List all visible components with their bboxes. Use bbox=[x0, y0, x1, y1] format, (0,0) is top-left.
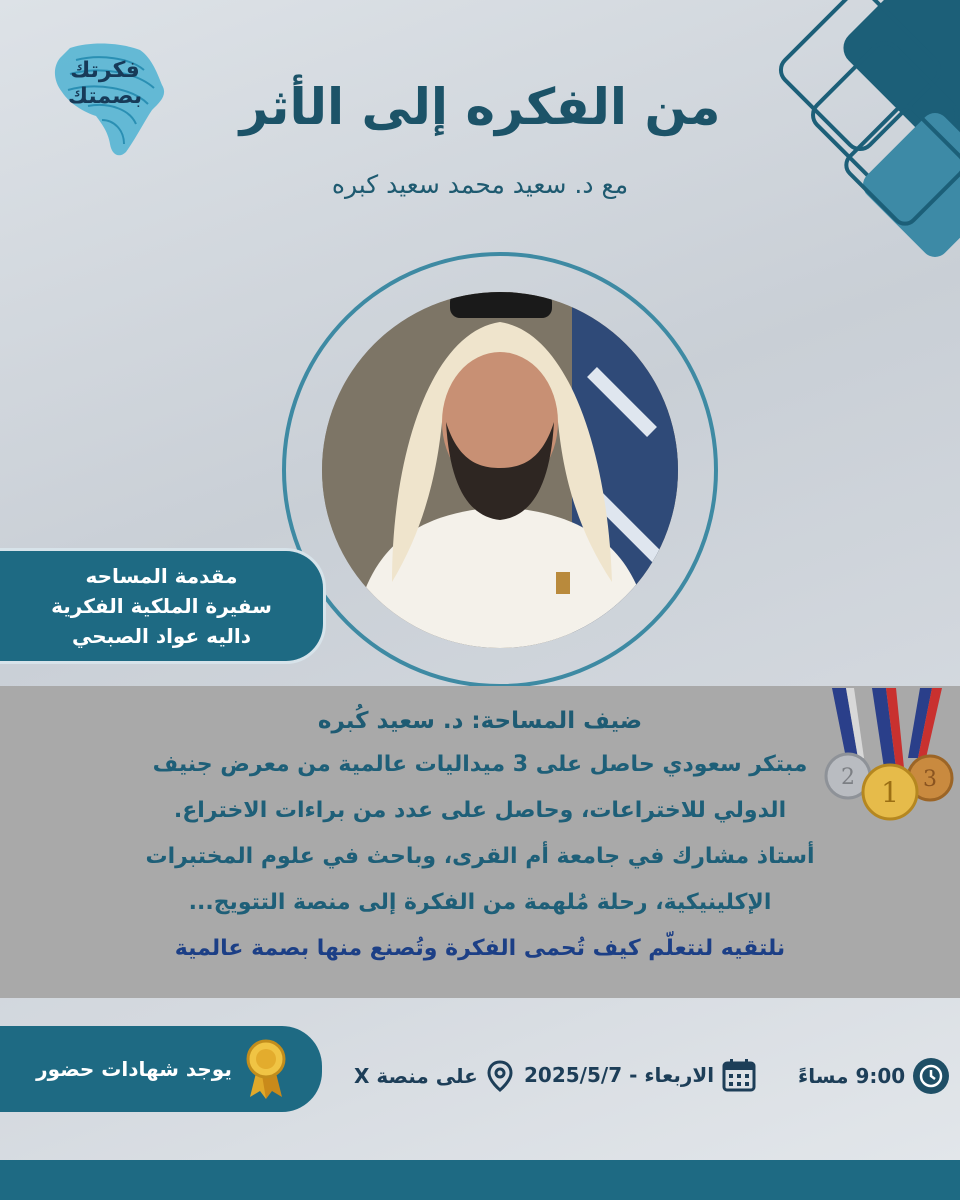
clock-icon bbox=[913, 1058, 949, 1094]
platform-info bbox=[354, 1060, 514, 1092]
footer-bar bbox=[0, 1160, 960, 1200]
host-role: مقدمة المساحه bbox=[85, 564, 238, 588]
info-line-1: مبتكر سعودي حاصل على 3 ميداليات عالمية من معرض جنيف bbox=[152, 752, 808, 777]
logo bbox=[40, 40, 170, 160]
time-info bbox=[798, 1058, 949, 1094]
guest-info bbox=[120, 700, 840, 972]
guest-portrait bbox=[322, 292, 678, 648]
date-text: الاربعاء - 2025/5/7 bbox=[524, 1063, 715, 1087]
location-pin-icon bbox=[486, 1060, 514, 1092]
calendar-icon bbox=[722, 1058, 756, 1092]
certificate-text: يوجد شهادات حضور bbox=[36, 1057, 232, 1081]
medal-label-1: 1 bbox=[881, 776, 899, 809]
host-title: سفيرة الملكية الفكرية bbox=[51, 594, 272, 618]
host-badge bbox=[0, 548, 326, 664]
certificate-badge bbox=[0, 1026, 322, 1112]
info-line-3: أستاذ مشارك في جامعة أم القرى، وباحث في علوم المختبرات bbox=[145, 844, 815, 869]
info-line-4: الإكلينيكية، رحلة مُلهمة من الفكرة إلى منصة التتويج... bbox=[188, 890, 772, 915]
info-line-2: الدولي للاختراعات، وحاصل على عدد من براءات الاختراع. bbox=[173, 798, 787, 823]
medals-icon bbox=[824, 688, 954, 828]
platform-text: على منصة X bbox=[354, 1064, 478, 1088]
person-icon bbox=[322, 292, 678, 648]
page-title: من الفكره إلى الأثر bbox=[239, 78, 721, 136]
host-name: داليه عواد الصبحي bbox=[71, 624, 252, 648]
date-info bbox=[524, 1058, 756, 1092]
closing-line: نلتقيه لنتعلّم كيف تُحمى الفكرة وتُصنع منها بصمة عالمية bbox=[174, 936, 786, 961]
award-icon bbox=[246, 1039, 286, 1099]
logo-text: فكرتك بصمتك bbox=[67, 58, 143, 109]
guest-line: ضيف المساحة: د. سعيد كُبره bbox=[317, 708, 643, 734]
medal-label-2: 2 bbox=[841, 765, 855, 790]
page-subtitle: مع د. سعيد محمد سعيد كبره bbox=[331, 170, 629, 199]
medal-label-3: 3 bbox=[923, 767, 937, 792]
time-text: 9:00 مساءً bbox=[798, 1064, 906, 1088]
